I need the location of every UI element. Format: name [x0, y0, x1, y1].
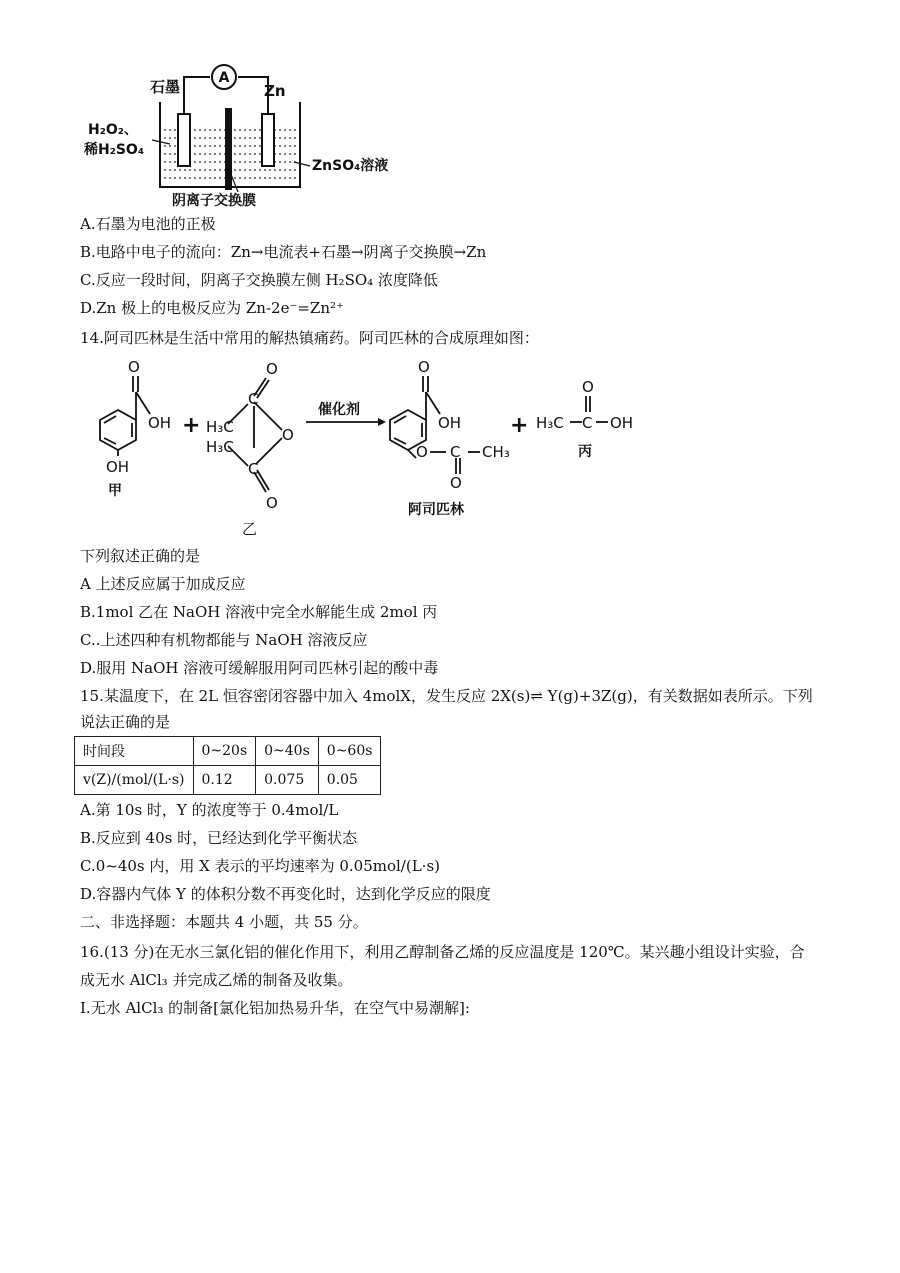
- svg-text:OH: OH: [148, 414, 172, 432]
- left-solution-label-2: 稀H₂SO₄: [84, 142, 144, 158]
- svg-text:C: C: [248, 460, 259, 478]
- table-cell: 0.075: [256, 766, 319, 795]
- q13-option-c: C.反应一段时间，阴离子交换膜左侧 H₂SO₄ 浓度降低: [80, 271, 438, 289]
- svg-text:O: O: [282, 426, 294, 444]
- ammeter-label: A: [218, 70, 230, 86]
- zn-electrode: [262, 114, 274, 166]
- q14-option-c: C..上述四种有机物都能与 NaOH 溶液反应: [80, 631, 368, 649]
- q16-line1: 16.(13 分)在无水三氯化铝的催化作用下，利用乙醇制备乙烯的反应温度是 120℃。某兴趣小组设计实验，合: [80, 943, 805, 961]
- table-row: [75, 737, 381, 766]
- svg-text:O: O: [418, 358, 430, 376]
- aspirin-name: 阿司匹林: [408, 502, 464, 518]
- membrane-label: 阴离子交换膜: [172, 193, 256, 209]
- svg-text:H₃C: H₃C: [206, 418, 234, 436]
- q15-stem-line2: 说法正确的是: [80, 713, 171, 731]
- svg-text:C: C: [248, 390, 259, 408]
- catalyst-label: 催化剂: [318, 402, 360, 418]
- membrane-bar: [225, 108, 232, 190]
- q13-option-d: D.Zn 极上的电极反应为 Zn-2e⁻=Zn²⁺: [80, 299, 344, 317]
- svg-text:OH: OH: [106, 458, 130, 476]
- table-cell: 0.05: [318, 766, 381, 795]
- q14-option-a: A 上述反应属于加成反应: [80, 575, 246, 593]
- table-cell: v(Z)/(mol/(L·s): [75, 766, 194, 795]
- plus-sign-2: +: [510, 413, 529, 438]
- rate-data-table: [74, 736, 381, 795]
- q14-option-b: B.1mol 乙在 NaOH 溶液中完全水解能生成 2mol 丙: [80, 603, 438, 621]
- table-header-cell: 0~60s: [318, 737, 381, 766]
- q14-stem: 14.阿司匹林是生活中常用的解热镇痛药。阿司匹林的合成原理如图：: [80, 329, 539, 347]
- q16-line3: Ⅰ.无水 AlCl₃ 的制备[氯化铝加热易升华，在空气中易潮解]:: [80, 999, 470, 1017]
- svg-text:H₃C: H₃C: [536, 414, 564, 432]
- table-header-cell: 0~40s: [256, 737, 319, 766]
- svg-text:O: O: [266, 494, 278, 512]
- graphite-electrode: [178, 114, 190, 166]
- table-row: [75, 766, 381, 795]
- compound-b-name: 乙: [242, 520, 258, 538]
- svg-text:C: C: [450, 443, 461, 461]
- svg-text:C: C: [582, 414, 593, 432]
- svg-text:O: O: [582, 378, 594, 396]
- table-cell: 0.12: [193, 766, 256, 795]
- svg-text:O: O: [128, 358, 140, 376]
- q15-option-a: A.第 10s 时，Y 的浓度等于 0.4mol/L: [80, 801, 339, 819]
- svg-text:H₃C: H₃C: [206, 438, 234, 456]
- q15-option-c: C.0~40s 内，用 X 表示的平均速率为 0.05mol/(L·s): [80, 857, 440, 875]
- q15-stem-line1: 15.某温度下，在 2L 恒容密闭容器中加入 4molX，发生反应 2X(s)⇌ Y(g)+3Z(g)，有关数据如表所示。下列: [80, 687, 813, 705]
- right-solution-label: ZnSO₄溶液: [312, 158, 389, 174]
- q14-question: 下列叙述正确的是: [80, 547, 201, 565]
- compound-c-name: 丙: [578, 444, 592, 460]
- zn-label: Zn: [264, 82, 286, 100]
- svg-text:O: O: [266, 360, 278, 378]
- aspirin-structure: [390, 376, 480, 474]
- svg-text:CH₃: CH₃: [482, 443, 510, 461]
- table-header-cell: 时间段: [75, 737, 194, 766]
- q14-option-d: D.服用 NaOH 溶液可缓解服用阿司匹林引起的酸中毒: [80, 659, 439, 677]
- graphite-label: 石墨: [150, 78, 181, 96]
- electrochemical-cell-figure: [80, 62, 389, 212]
- svg-text:O: O: [450, 474, 462, 492]
- table-header-cell: 0~20s: [193, 737, 256, 766]
- plus-sign-1: +: [182, 413, 201, 438]
- left-solution-label-1: H₂O₂、: [88, 122, 138, 138]
- section-heading: 二、非选择题：本题共 4 小题，共 55 分。: [80, 913, 368, 931]
- svg-text:OH: OH: [438, 414, 462, 432]
- q15-option-d: D.容器内气体 Y 的体积分数不再变化时，达到化学反应的限度: [80, 885, 491, 903]
- q16-line2: 成无水 AlCl₃ 并完成乙烯的制备及收集。: [80, 971, 353, 989]
- q13-option-b: B.电路中电子的流向：Zn→电流表+石墨→阴离子交换膜→Zn: [80, 243, 487, 261]
- svg-text:O: O: [416, 443, 428, 461]
- q13-option-a: A.石墨为电池的正极: [80, 215, 216, 233]
- aspirin-synthesis-scheme: [78, 352, 678, 542]
- q15-option-b: B.反应到 40s 时，已经达到化学平衡状态: [80, 829, 358, 847]
- salicylic-acid-structure: [100, 376, 150, 456]
- compound-a-name: 甲: [108, 483, 122, 499]
- svg-text:OH: OH: [610, 414, 634, 432]
